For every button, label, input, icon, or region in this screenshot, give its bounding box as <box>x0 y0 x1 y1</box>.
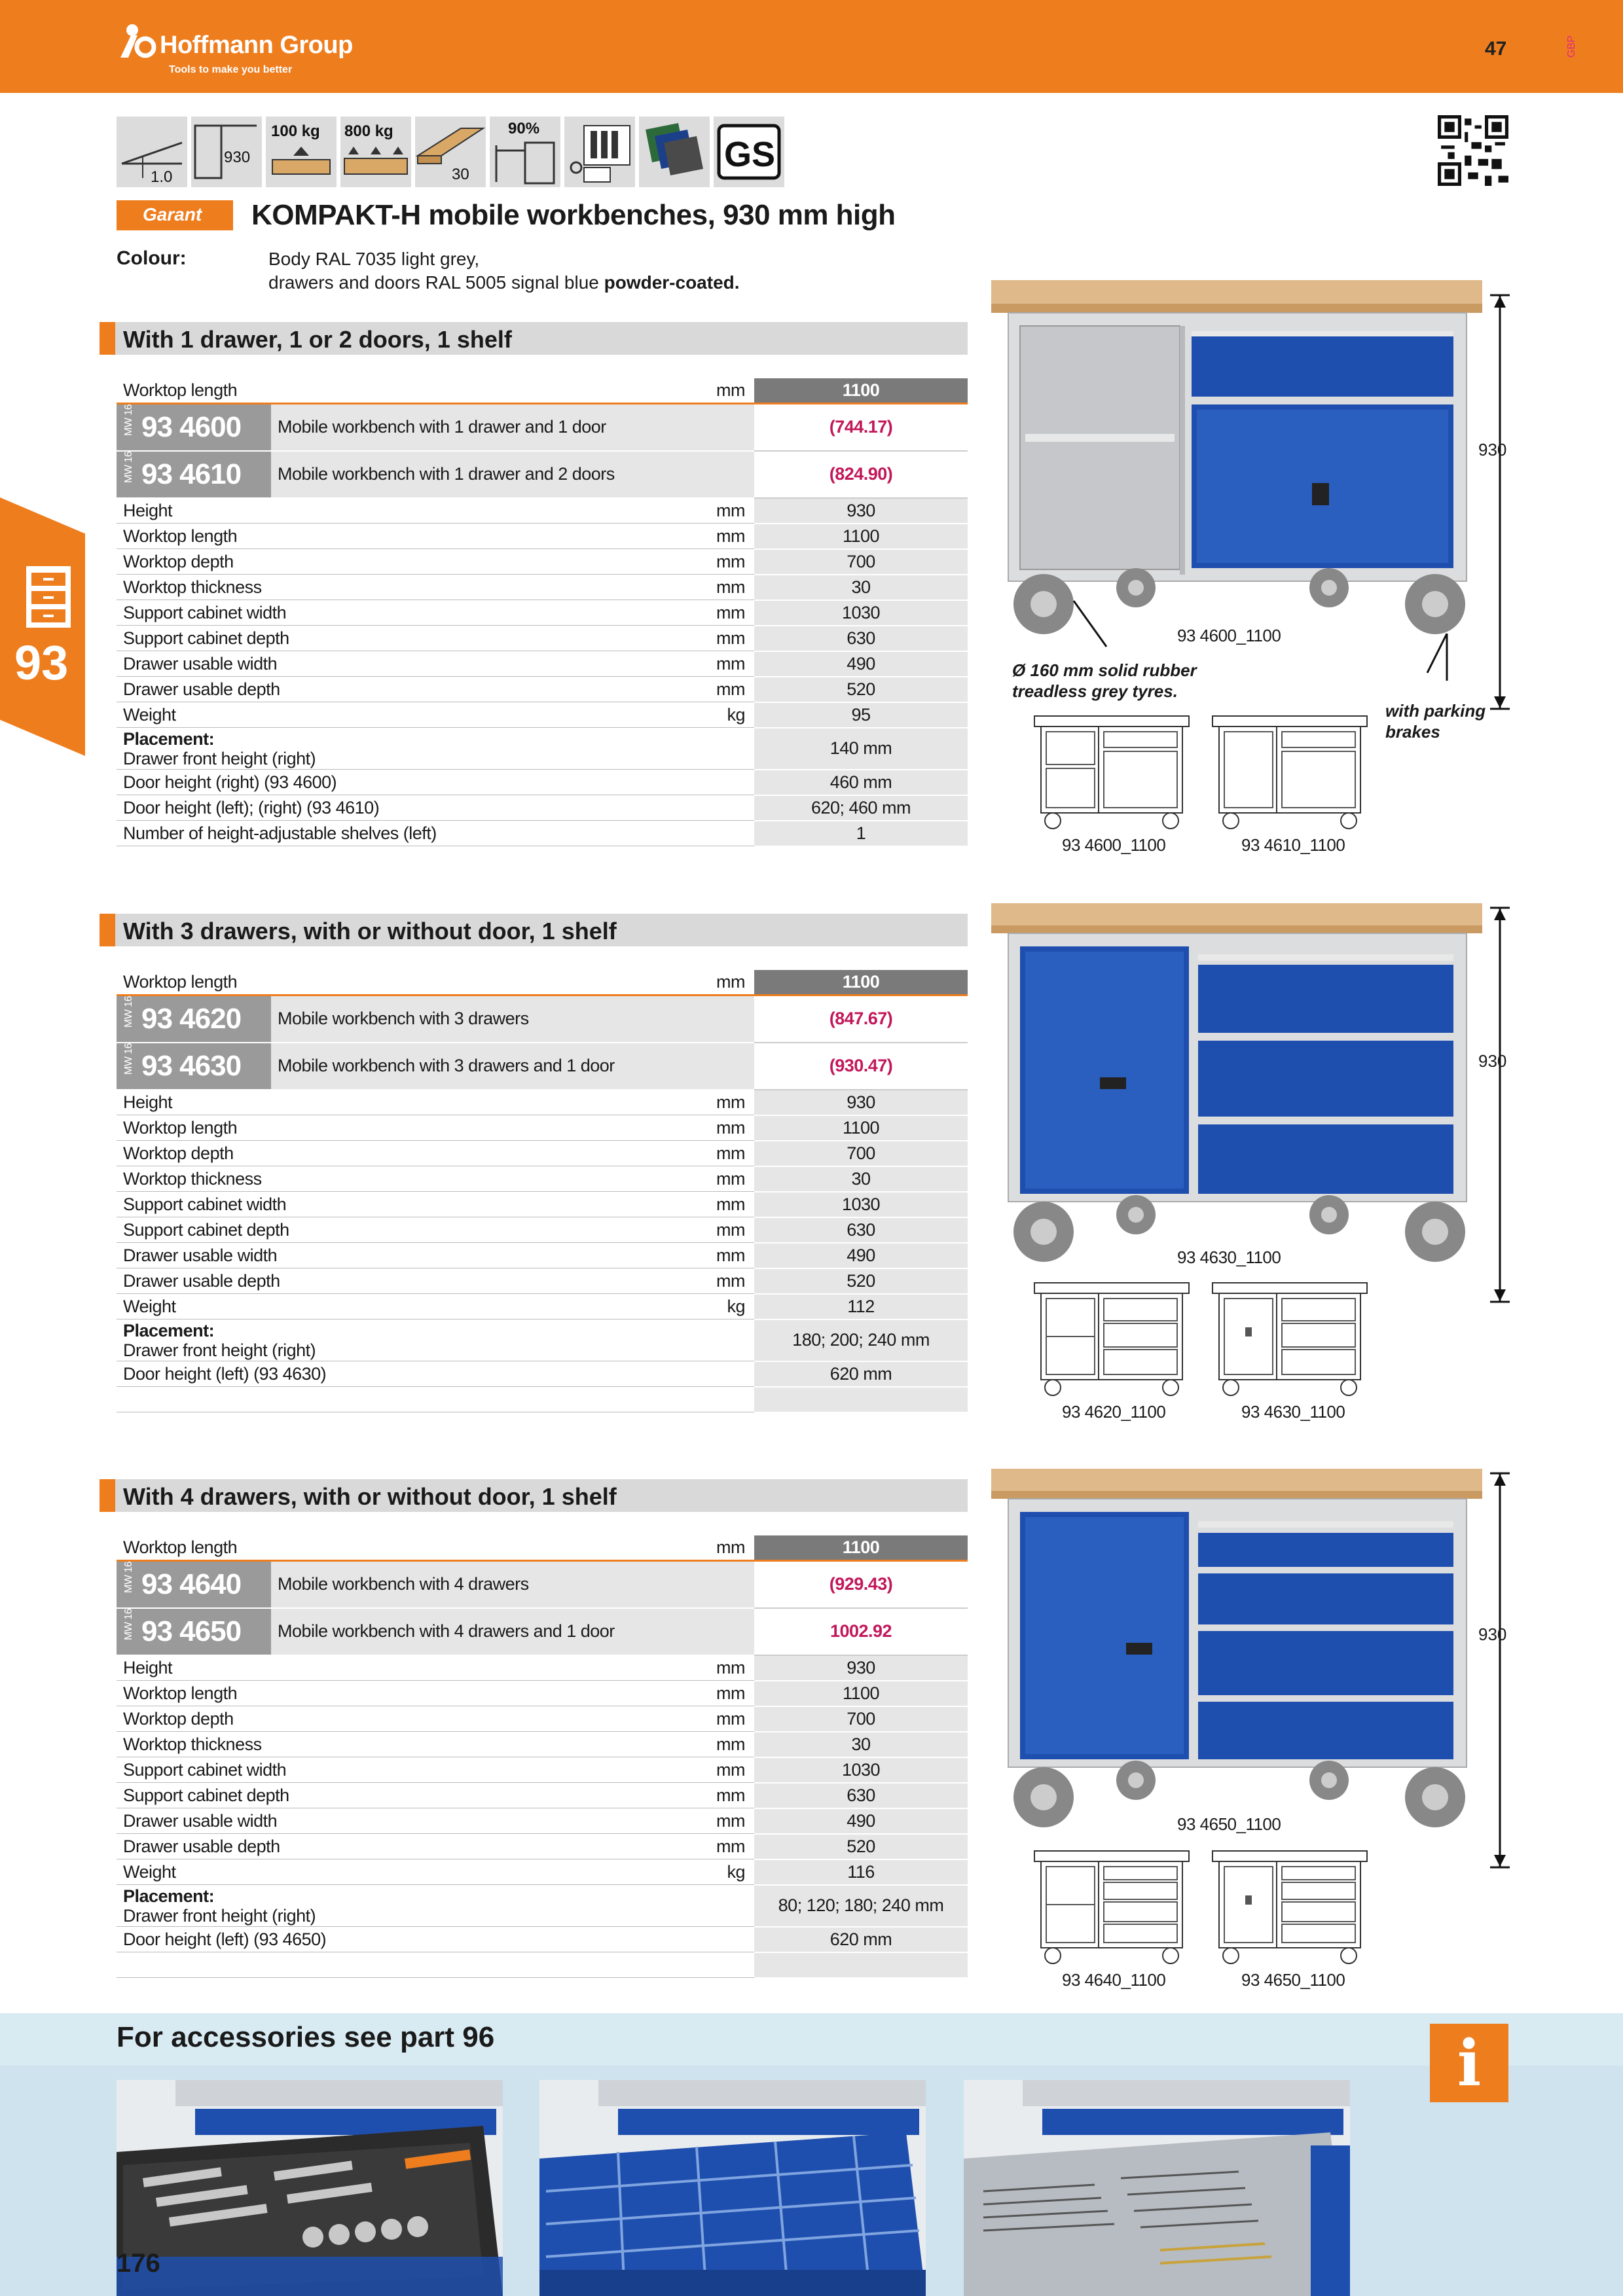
spec-table <box>117 970 968 1413</box>
spec-unit: mm <box>676 1141 754 1166</box>
article-row[interactable] <box>117 403 968 451</box>
article-price: (930.47) <box>754 1043 968 1090</box>
header-label: Worktop length <box>117 378 676 403</box>
gs-certification-icon <box>714 117 784 187</box>
height-dimension-label: 930 <box>1478 1051 1507 1071</box>
spec-row <box>117 498 968 524</box>
spec-unit: mm <box>676 1115 754 1141</box>
spec-unit: mm <box>676 1217 754 1243</box>
header-unit: mm <box>676 378 754 403</box>
line-drawing-934640 <box>1033 1850 1190 1966</box>
spec-row <box>117 1834 968 1859</box>
spec-row <box>117 1243 968 1268</box>
spec-row <box>117 1859 968 1885</box>
spec-unit: mm <box>676 524 754 549</box>
article-row[interactable] <box>117 451 968 498</box>
feature-label: 30 <box>452 166 469 183</box>
spec-unit: kg <box>676 702 754 728</box>
thumb-caption: 93 4630_1100 <box>1241 1402 1345 1422</box>
page-title: KOMPAKT-H mobile workbenches, 930 mm high <box>251 199 896 231</box>
spec-table <box>117 1535 968 1979</box>
article-price: (824.90) <box>754 451 968 498</box>
spec-row <box>117 1166 968 1192</box>
placement-row <box>117 728 968 770</box>
spec-unit: mm <box>676 1090 754 1115</box>
article-number-cell[interactable] <box>117 451 271 498</box>
colour-options-icon <box>639 117 710 187</box>
header-label: Worktop length <box>117 970 676 995</box>
colour-description <box>268 247 740 295</box>
spec-label: Worktop depth <box>117 1141 676 1166</box>
spec-label: Weight <box>117 702 676 728</box>
tyres-annotation <box>1012 660 1197 702</box>
worktop-thickness-icon <box>415 117 486 187</box>
colour-label: Colour: <box>117 247 187 269</box>
spec-label: Worktop thickness <box>117 1166 676 1192</box>
spec-row <box>117 575 968 600</box>
height-dimension-label: 930 <box>1478 1624 1507 1644</box>
spec-label: Number of height-adjustable shelves (left) <box>117 821 754 846</box>
section-heading <box>100 1479 968 1512</box>
spec-unit: kg <box>676 1859 754 1885</box>
mw-label: MW 16 <box>123 996 134 1028</box>
article-price: (744.17) <box>754 403 968 451</box>
spec-row <box>117 1706 968 1732</box>
feature-label: 930 <box>224 149 251 166</box>
spec-value: 520 <box>754 1834 968 1859</box>
placement-label: Placement: <box>123 1886 215 1906</box>
spec-label: Support cabinet width <box>117 1757 676 1783</box>
spec-value: 490 <box>754 651 968 677</box>
spec-row <box>117 1141 968 1166</box>
spec-label: Drawer usable width <box>117 1243 676 1268</box>
spec-label: Worktop thickness <box>117 575 676 600</box>
article-number-cell[interactable] <box>117 1043 271 1090</box>
spec-row <box>117 1090 968 1115</box>
spec-label: Door height (left) (93 4630) <box>117 1361 754 1387</box>
spec-value: 30 <box>754 1732 968 1757</box>
thumb-caption: 93 4600_1100 <box>1062 835 1166 855</box>
article-row[interactable] <box>117 1608 968 1655</box>
spec-unit: mm <box>676 1655 754 1681</box>
drawer-photo-tools <box>117 2080 503 2296</box>
spec-row <box>117 1115 968 1141</box>
spec-value: 620 mm <box>754 1361 968 1387</box>
drawer-load-icon <box>266 117 337 187</box>
brand-tagline: Tools to make you better <box>169 64 293 75</box>
annotation-line: Ø 160 mm solid rubber <box>1012 660 1197 680</box>
spec-label: Weight <box>117 1294 676 1319</box>
colour-line-1: Body RAL 7035 light grey, <box>268 249 480 269</box>
height-dimension-line <box>1490 906 1510 1304</box>
line-drawing-934650 <box>1211 1850 1368 1966</box>
spec-table <box>117 378 968 847</box>
spec-unit: mm <box>676 651 754 677</box>
spec-row <box>117 1294 968 1319</box>
section-accent <box>100 322 115 355</box>
spec-value <box>754 1952 968 1978</box>
spec-unit: mm <box>676 1243 754 1268</box>
spec-row <box>117 821 968 846</box>
thumb-caption: 93 4620_1100 <box>1062 1402 1166 1422</box>
mw-label: MW 16 <box>123 404 134 436</box>
section-heading <box>100 322 968 355</box>
spec-label <box>117 1387 754 1412</box>
section-accent <box>100 914 115 946</box>
thumb-caption: 93 4610_1100 <box>1241 835 1345 855</box>
spec-label: Support cabinet depth <box>117 1783 676 1808</box>
spec-value: 1 <box>754 821 968 846</box>
brakes-annotation <box>1385 700 1486 742</box>
spec-value <box>754 1387 968 1412</box>
spec-value: 30 <box>754 1166 968 1192</box>
feature-label: 90% <box>508 120 540 137</box>
placement-row <box>117 1885 968 1927</box>
header-unit: mm <box>676 1535 754 1560</box>
placement-line: Drawer front height (right) <box>123 1340 316 1360</box>
drawer-photo-dividers <box>539 2080 926 2296</box>
spec-unit: mm <box>676 1268 754 1294</box>
feature-label: 1.0 <box>151 168 173 186</box>
spec-label: Drawer usable width <box>117 651 676 677</box>
feature-label: GS <box>724 135 776 174</box>
spec-unit: mm <box>676 1808 754 1834</box>
spec-label: Worktop length <box>117 524 676 549</box>
currency-label: GBP <box>1566 35 1577 58</box>
workbench-photo-934600 <box>989 280 1486 686</box>
spec-label: Drawer usable width <box>117 1808 676 1834</box>
spec-label: Worktop length <box>117 1681 676 1706</box>
spec-value: 30 <box>754 575 968 600</box>
section-title: With 3 drawers, with or without door, 1 shelf <box>123 918 617 944</box>
article-description: Mobile workbench with 1 drawer and 1 door <box>271 403 754 451</box>
spec-value: 116 <box>754 1859 968 1885</box>
spec-unit: mm <box>676 1783 754 1808</box>
article-description: Mobile workbench with 1 drawer and 2 doors <box>271 451 754 498</box>
article-description: Mobile workbench with 4 drawers and 1 door <box>271 1608 754 1655</box>
article-number[interactable]: 93 4630 <box>141 1049 242 1082</box>
spec-row-empty <box>117 1952 968 1978</box>
placement-label-cell <box>117 1319 754 1361</box>
colour-finish: powder-coated. <box>604 272 740 293</box>
spec-value: 520 <box>754 677 968 702</box>
spec-row <box>117 770 968 795</box>
spec-unit: kg <box>676 1294 754 1319</box>
placement-label: Placement: <box>123 1320 215 1340</box>
chapter-number: 93 <box>14 636 69 690</box>
colour-line-2-text: drawers and doors RAL 5005 signal blue <box>268 272 604 293</box>
spec-label: Height <box>117 1090 676 1115</box>
spec-unit: mm <box>676 600 754 626</box>
spec-label <box>117 1952 754 1978</box>
article-price: (847.67) <box>754 995 968 1043</box>
table-header-row <box>117 1535 968 1560</box>
spec-value: 490 <box>754 1243 968 1268</box>
drawer-extension-icon <box>117 117 187 187</box>
annotation-line: treadless grey tyres. <box>1012 681 1178 701</box>
spec-label: Worktop length <box>117 1115 676 1141</box>
spec-row <box>117 1927 968 1952</box>
spec-row <box>117 626 968 651</box>
spec-row <box>117 1655 968 1681</box>
spec-label: Worktop depth <box>117 1706 676 1732</box>
spec-unit: mm <box>676 677 754 702</box>
header-value: 1100 <box>754 1535 968 1560</box>
mw-label: MW 16 <box>123 1608 134 1640</box>
drawer-photo-drills <box>964 2080 1350 2296</box>
spec-unit: mm <box>676 1192 754 1217</box>
spec-value: 95 <box>754 702 968 728</box>
feature-icons <box>117 117 784 187</box>
article-price: 1002.92 <box>754 1608 968 1655</box>
spec-row <box>117 795 968 821</box>
article-number-cell[interactable] <box>117 1608 271 1655</box>
page-header <box>0 0 1623 93</box>
spec-unit: mm <box>676 575 754 600</box>
spec-unit: mm <box>676 1732 754 1757</box>
spec-row <box>117 1192 968 1217</box>
spec-label: Height <box>117 498 676 524</box>
qr-code-icon[interactable] <box>1438 115 1508 186</box>
spec-row <box>117 1783 968 1808</box>
line-drawing-934620 <box>1033 1282 1190 1398</box>
spec-row <box>117 1361 968 1387</box>
spec-unit: mm <box>676 1757 754 1783</box>
spec-row <box>117 651 968 677</box>
spec-value: 630 <box>754 626 968 651</box>
mw-label: MW 16 <box>123 1561 134 1593</box>
spec-label: Door height (left) (93 4650) <box>117 1927 754 1952</box>
placement-value: 180; 200; 240 mm <box>754 1319 968 1361</box>
article-number[interactable]: 93 4650 <box>141 1615 242 1647</box>
feature-label: 800 kg <box>344 122 393 140</box>
spec-unit: mm <box>676 549 754 575</box>
colour-line-2 <box>268 271 740 295</box>
spec-row <box>117 600 968 626</box>
image-caption: 93 4630_1100 <box>1177 1247 1281 1267</box>
spec-value: 620 mm <box>754 1927 968 1952</box>
spec-row-empty <box>117 1387 968 1412</box>
height-dimension-line <box>1490 1471 1510 1869</box>
spec-label: Support cabinet width <box>117 1192 676 1217</box>
header-value: 1100 <box>754 970 968 995</box>
spec-value: 700 <box>754 1706 968 1732</box>
article-number-cell[interactable] <box>117 403 271 451</box>
thumb-caption: 93 4650_1100 <box>1241 1970 1345 1990</box>
page-number: 176 <box>117 2249 160 2278</box>
spec-value: 112 <box>754 1294 968 1319</box>
section-title: With 4 drawers, with or without door, 1 shelf <box>123 1483 617 1510</box>
spec-row <box>117 524 968 549</box>
placement-value: 80; 120; 180; 240 mm <box>754 1885 968 1927</box>
spec-label: Door height (right) (93 4600) <box>117 770 754 795</box>
line-drawing-934600 <box>1033 715 1190 831</box>
spec-value: 490 <box>754 1808 968 1834</box>
thumb-caption: 93 4640_1100 <box>1062 1970 1166 1990</box>
table-header-row <box>117 970 968 995</box>
catalog-page-number: 47 <box>1485 38 1507 60</box>
spec-value: 930 <box>754 498 968 524</box>
spec-label: Drawer usable depth <box>117 677 676 702</box>
spec-row <box>117 1808 968 1834</box>
spec-value: 1100 <box>754 1681 968 1706</box>
annotation-line: brakes <box>1385 722 1440 742</box>
article-number[interactable]: 93 4620 <box>141 1002 242 1035</box>
spec-row <box>117 702 968 728</box>
image-caption: 93 4600_1100 <box>1177 626 1281 645</box>
placement-label-cell <box>117 1885 754 1927</box>
spec-value: 520 <box>754 1268 968 1294</box>
brand-name: Hoffmann Group <box>160 31 353 59</box>
spec-label: Worktop thickness <box>117 1732 676 1757</box>
article-number[interactable]: 93 4640 <box>141 1568 242 1600</box>
spec-label: Worktop depth <box>117 549 676 575</box>
spec-value: 930 <box>754 1090 968 1115</box>
article-row[interactable] <box>117 1043 968 1090</box>
spec-row <box>117 677 968 702</box>
extension-percent-icon <box>490 117 560 187</box>
header-value: 1100 <box>754 378 968 403</box>
section-heading <box>100 914 968 946</box>
placement-line: Drawer front height (right) <box>123 748 316 768</box>
spec-label: Door height (left); (right) (93 4610) <box>117 795 754 821</box>
height-icon <box>191 117 262 187</box>
spec-label: Drawer usable depth <box>117 1834 676 1859</box>
spec-value: 1030 <box>754 1192 968 1217</box>
spec-value: 460 mm <box>754 770 968 795</box>
spec-unit: mm <box>676 1706 754 1732</box>
article-number[interactable]: 93 4600 <box>141 410 242 443</box>
placement-line: Drawer front height (right) <box>123 1905 316 1926</box>
spec-value: 630 <box>754 1783 968 1808</box>
spec-unit: mm <box>676 498 754 524</box>
spec-value: 930 <box>754 1655 968 1681</box>
header-label: Worktop length <box>117 1535 676 1560</box>
garant-brand-badge: Garant <box>117 200 233 230</box>
spec-label: Support cabinet width <box>117 600 676 626</box>
spec-value: 700 <box>754 1141 968 1166</box>
spec-label: Height <box>117 1655 676 1681</box>
height-dimension-line <box>1490 293 1510 711</box>
article-price: (929.43) <box>754 1560 968 1608</box>
spec-value: 1030 <box>754 600 968 626</box>
article-row[interactable] <box>117 995 968 1043</box>
article-number-cell[interactable] <box>117 1560 271 1608</box>
spec-label: Support cabinet depth <box>117 626 676 651</box>
image-caption: 93 4650_1100 <box>1177 1814 1281 1834</box>
spec-row <box>117 1268 968 1294</box>
article-description: Mobile workbench with 4 drawers <box>271 1560 754 1608</box>
spec-value: 630 <box>754 1217 968 1243</box>
spec-unit: mm <box>676 626 754 651</box>
spec-row <box>117 1732 968 1757</box>
placement-label: Placement: <box>123 728 215 749</box>
placement-label-cell <box>117 728 754 770</box>
spec-label: Weight <box>117 1859 676 1885</box>
spec-value: 1100 <box>754 1115 968 1141</box>
mw-label: MW 16 <box>123 451 134 483</box>
article-row[interactable] <box>117 1560 968 1608</box>
spec-unit: mm <box>676 1681 754 1706</box>
spec-unit: mm <box>676 1834 754 1859</box>
line-drawing-934630 <box>1211 1282 1368 1398</box>
spec-value: 1100 <box>754 524 968 549</box>
article-description: Mobile workbench with 3 drawers and 1 door <box>271 1043 754 1090</box>
hoffmann-logo-mark-icon <box>117 21 162 59</box>
placement-value: 140 mm <box>754 728 968 770</box>
drawer-cabinet-icon <box>26 566 71 628</box>
header-unit: mm <box>676 970 754 995</box>
article-number-cell[interactable] <box>117 995 271 1043</box>
spec-value: 620; 460 mm <box>754 795 968 821</box>
info-icon[interactable]: i <box>1430 2024 1508 2102</box>
annotation-line: with parking <box>1385 701 1486 721</box>
spec-value: 700 <box>754 549 968 575</box>
table-header-row <box>117 378 968 403</box>
line-drawing-934610 <box>1211 715 1368 831</box>
spec-row <box>117 1757 968 1783</box>
feature-label: 100 kg <box>271 122 320 140</box>
section-accent <box>100 1479 115 1512</box>
spec-row <box>117 1217 968 1243</box>
spec-label: Support cabinet depth <box>117 1217 676 1243</box>
article-number[interactable]: 93 4610 <box>141 457 242 490</box>
central-locking-icon <box>564 117 635 187</box>
total-load-icon <box>340 117 411 187</box>
article-description: Mobile workbench with 3 drawers <box>271 995 754 1043</box>
height-dimension-label: 930 <box>1478 440 1507 459</box>
spec-value: 1030 <box>754 1757 968 1783</box>
spec-unit: mm <box>676 1166 754 1192</box>
section-title: With 1 drawer, 1 or 2 doors, 1 shelf <box>123 326 512 353</box>
accessories-note[interactable]: For accessories see part 96 <box>117 2021 495 2053</box>
spec-label: Drawer usable depth <box>117 1268 676 1294</box>
mw-label: MW 16 <box>123 1043 134 1075</box>
placement-row <box>117 1319 968 1361</box>
spec-row <box>117 1681 968 1706</box>
spec-row <box>117 549 968 575</box>
